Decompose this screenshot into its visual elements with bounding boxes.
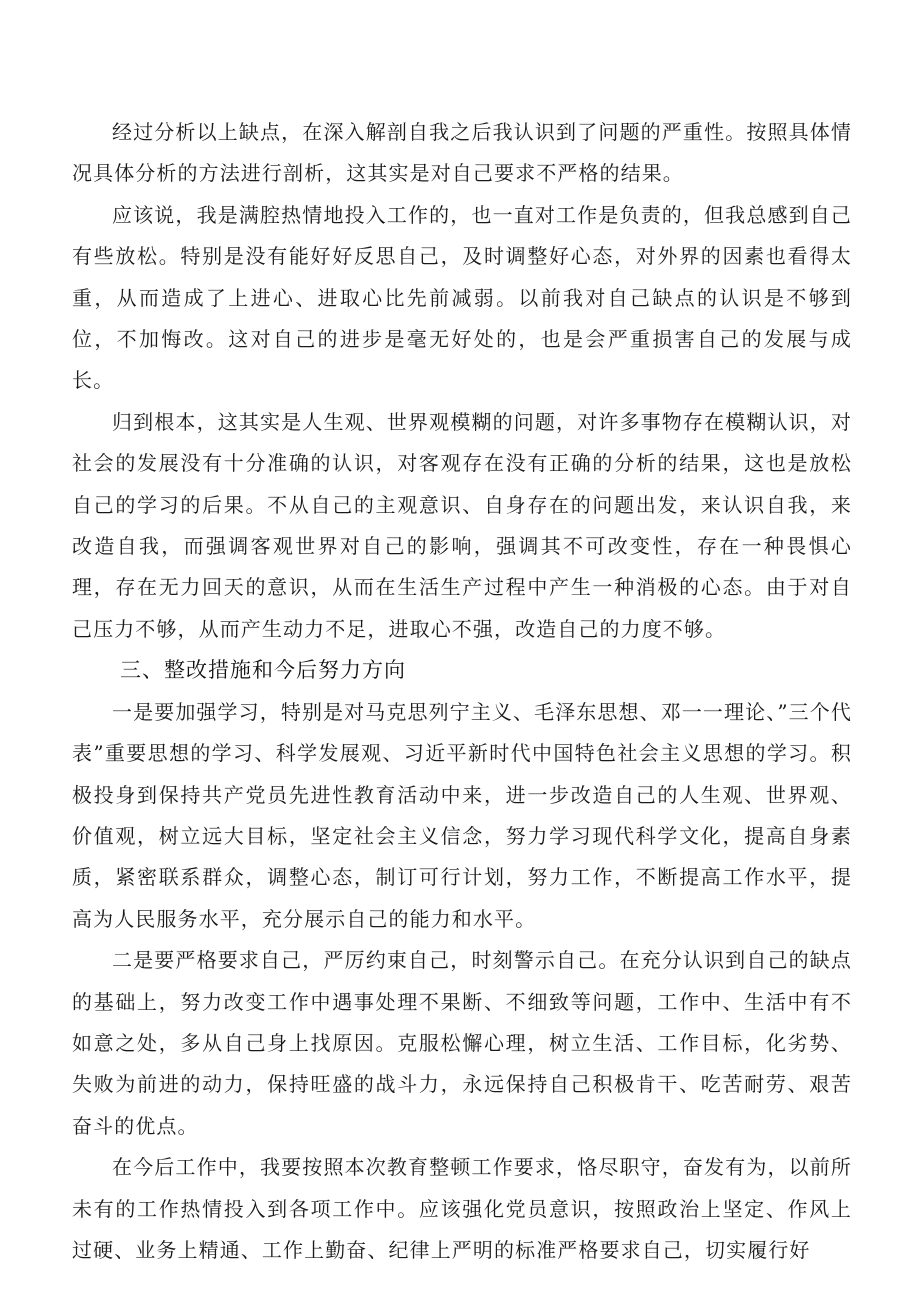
paragraph-measure-discipline: 二是要严格要求自己，严厉约束自己，时刻警示自己。在充分认识到自己的缺点的基础上，努力改变工作中遇事处理不果断、不细致等问题，工作中、生活中有不如意之处，多从自己身上找原因。克服松懈心理，树立生活、工作目标，化劣势、失败为前进的动力，保持旺盛的战斗力，永远保持自己积极肯干、吃苦耐劳、艰苦奋斗的优点。 [72, 948, 852, 1138]
paragraph-measure-study: 一是要加强学习，特别是对马克思列宁主义、毛泽东思想、邓一一理论、”三个代表”重要思想的学习、科学发展观、习近平新时代中国特色社会主义思想的学习。积极投身到保持共产党员先进性教育活动中来，进一步改造自己的人生观、世界观、价值观，树立远大目标，坚定社会主义信念，努力学习现代科学文化，提高自身素质，紧密联系群众，调整心态，制订可行计划，努力工作，不断提高工作水平，提高为人民服务水平，充分展示自己的能力和水平。 [72, 699, 852, 931]
paragraph-self-assessment: 应该说，我是满腔热情地投入工作的，也一直对工作是负责的，但我总感到自己有些放松。特别是没有能好好反思自己，及时调整好心态，对外界的因素也看得太重，从而造成了上进心、进取心比先前减弱。以前我对自己缺点的认识是不够到位，不加悔改。这对自己的进步是毫无好处的，也是会严重损害自己的发展与成长。 [72, 202, 852, 393]
paragraph-analysis: 经过分析以上缺点，在深入解剖自我之后我认识到了问题的严重性。按照具体情况具体分析的方法进行剖析，这其实是对自己要求不严格的结果。 [72, 120, 852, 186]
paragraph-root-cause: 归到根本，这其实是人生观、世界观模糊的问题，对许多事物存在模糊认识，对社会的发展没有十分准确的认识，对客观存在没有正确的分析的结果，这也是放松自己的学习的后果。不从自己的主观意识、自身存在的问题出发，来认识自我，来改造自我，而强调客观世界对自己的影响，强调其不可改变性，存在一种畏惧心理，存在无力回天的意识，从而在生活生产过程中产生一种消极的心态。由于对自己压力不够，从而产生动力不足，进取心不强，改造自己的力度不够。 [72, 409, 852, 641]
document-page [72, 112, 852, 1271]
section-heading: 三、整改措施和今后努力方向 [120, 658, 406, 683]
paragraph-future-work: 在今后工作中，我要按照本次教育整顿工作要求，恪尽职守，奋发有为，以前所未有的工作热情投入到各项工作中。应该强化党员意识，按照政治上坚定、作风上过硬、业务上精通、工作上勤奋、纪律上严明的标准严格要求自己，切实履行好 [72, 1155, 852, 1262]
